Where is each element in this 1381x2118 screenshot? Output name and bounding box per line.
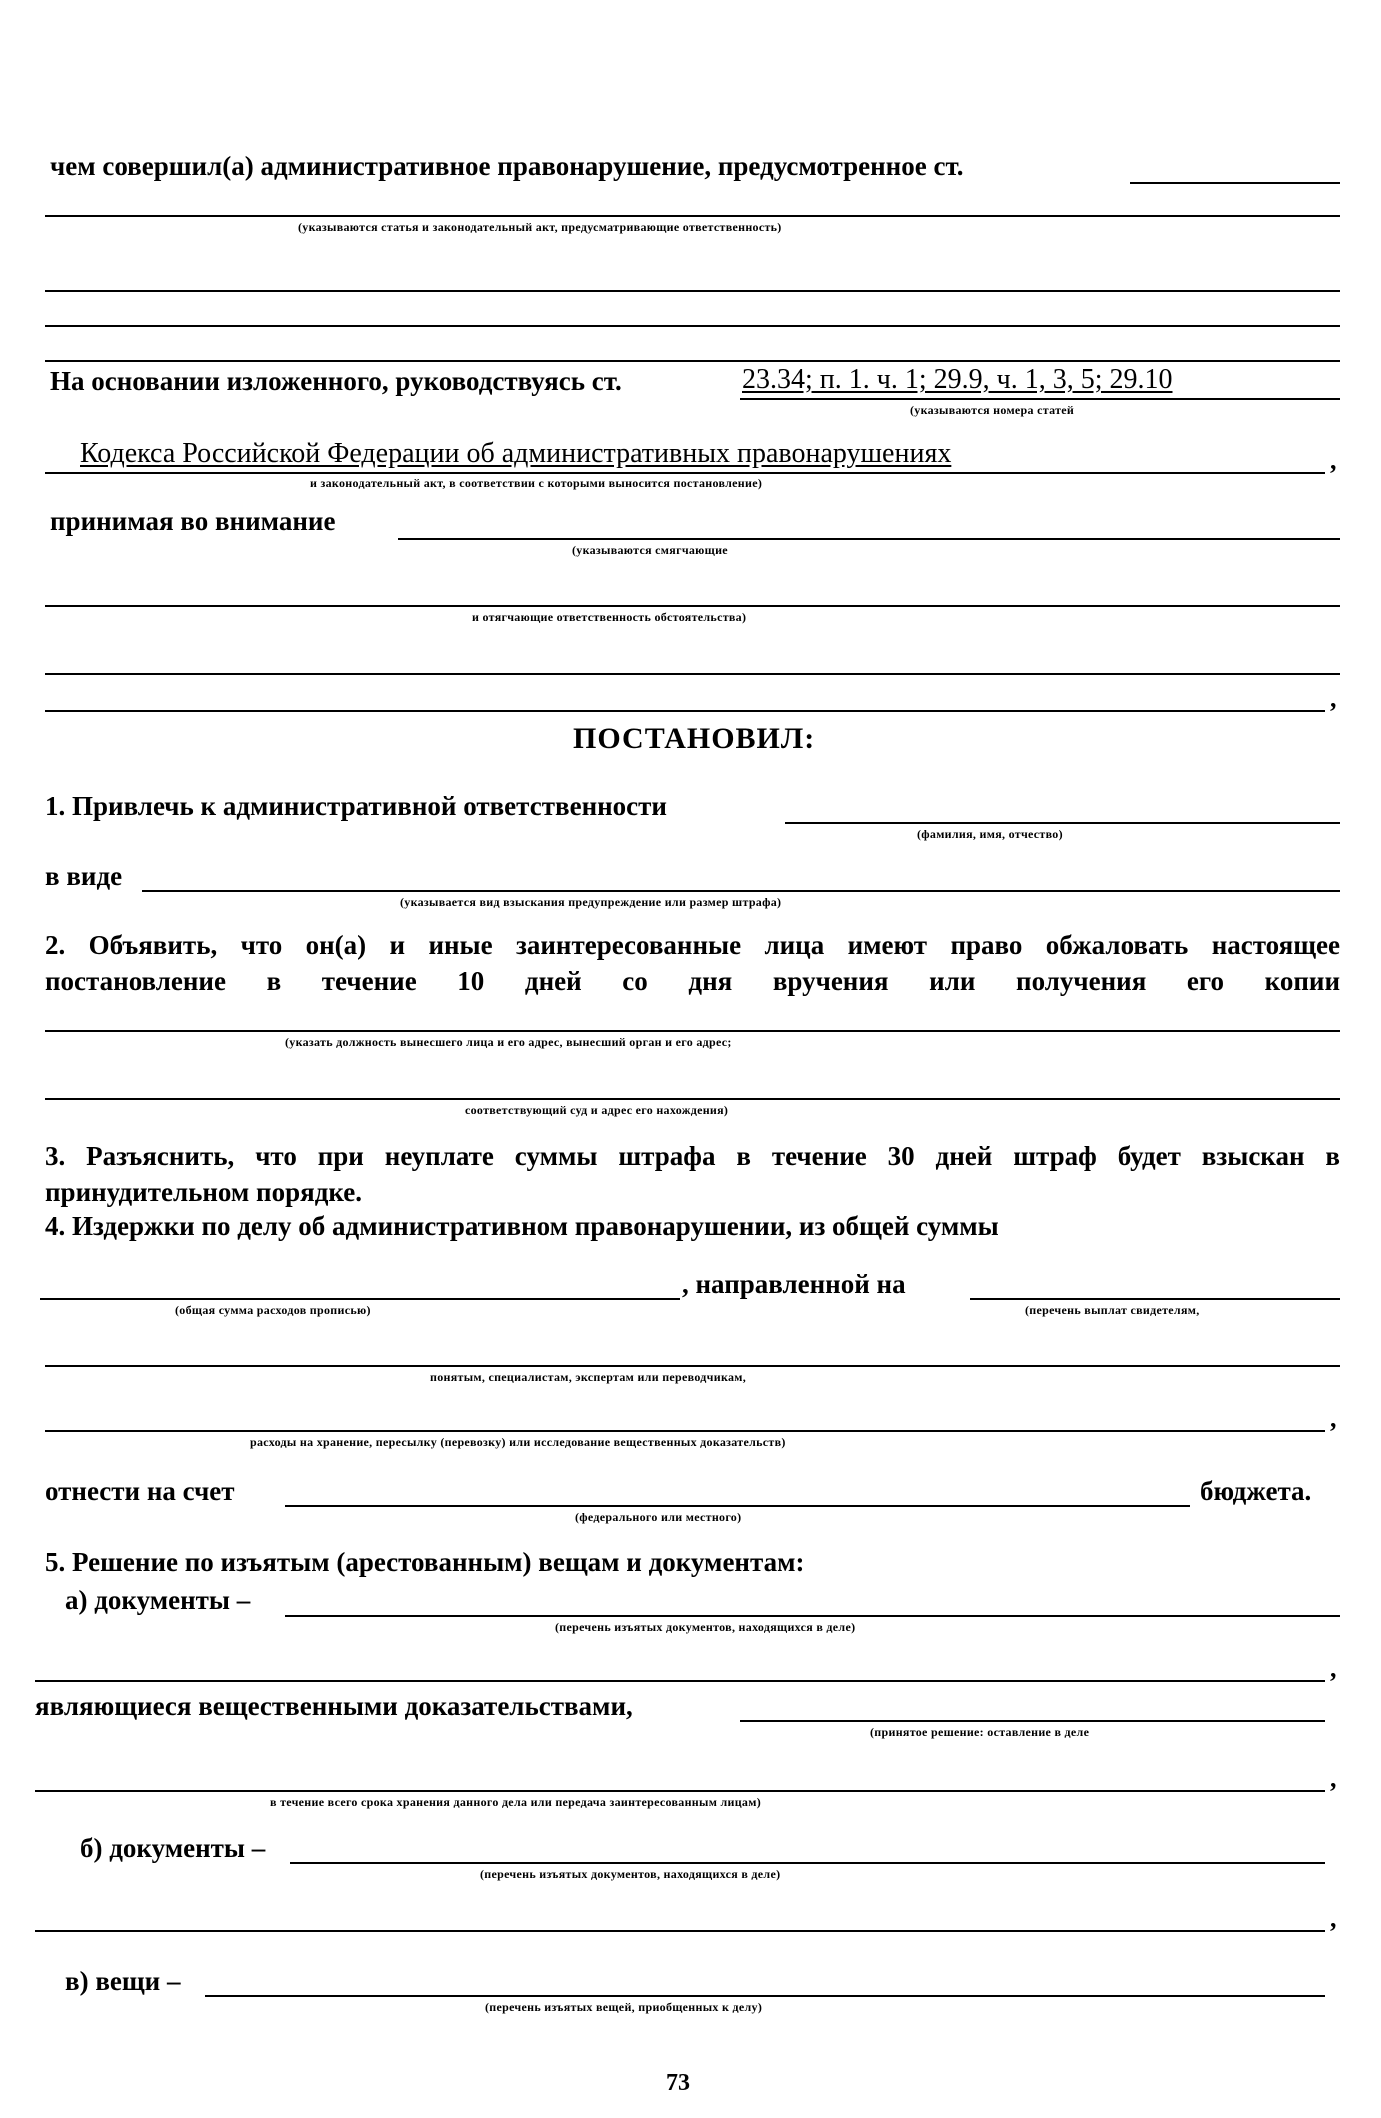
- articles-line[interactable]: [45, 215, 1340, 217]
- docs-b-line[interactable]: [290, 1862, 1325, 1864]
- caption-docs-b: (перечень изъятых документов, находящихся в деле): [480, 1867, 781, 1881]
- things-line[interactable]: [205, 1995, 1325, 1997]
- caption-budget: (федерального или местного): [575, 1510, 742, 1524]
- form-label: в виде: [45, 861, 123, 891]
- things-label: в) вещи –: [65, 1966, 181, 1996]
- considering-label: принимая во внимание: [50, 506, 336, 536]
- comma: ,: [1330, 684, 1337, 713]
- decided-title: ПОСТАНОВИЛ:: [573, 722, 816, 755]
- blank-line-4[interactable]: [45, 673, 1340, 675]
- caption-aggravating: и отягчающие ответственность обстоятельства): [472, 610, 747, 624]
- budget-line[interactable]: [285, 1505, 1190, 1507]
- item-3: 3. Разъяснить, что при неуплате суммы штрафа в течение 30 дней штраф будет взыскан в принудительном порядке.: [45, 1141, 1340, 1207]
- attribute-label: отнести на счет: [45, 1476, 235, 1506]
- basis-line[interactable]: [740, 398, 1340, 400]
- caption-official: (указать должность вынесшего лица и его адрес, вынесший орган и его адрес;: [285, 1035, 732, 1049]
- item-5: 5. Решение по изъятым (арестованным) вещам и документам:: [45, 1547, 805, 1577]
- comma: ,: [1330, 1764, 1337, 1793]
- caption-things: (перечень изъятых вещей, приобщенных к делу): [485, 2000, 763, 2014]
- directed-label: , направленной на: [682, 1269, 906, 1299]
- code-line[interactable]: [45, 472, 1325, 474]
- caption-keep-2: в течение всего срока хранения данного дела или передача заинтересованным лицам): [270, 1795, 761, 1809]
- item-1: 1. Привлечь к административной ответственности: [45, 791, 667, 821]
- evidence-label: являющиеся вещественными доказательствами,: [35, 1691, 633, 1721]
- official-line[interactable]: [45, 1030, 1340, 1032]
- considering-line[interactable]: [398, 538, 1340, 540]
- fio-line[interactable]: [785, 822, 1340, 824]
- caption-articles: (указываются статья и законодательный акт, предусматривающие ответственность): [298, 220, 782, 234]
- comma: ,: [1330, 1404, 1337, 1433]
- blank-line-2[interactable]: [45, 325, 1340, 327]
- storage-line[interactable]: [45, 1430, 1325, 1432]
- caption-penalty: (указывается вид взыскания предупреждение или размер штрафа): [400, 895, 782, 909]
- intro-line: чем совершил(а) административное правонарушение, предусмотренное ст.: [50, 151, 964, 181]
- caption-fio: (фамилия, имя, отчество): [917, 827, 1063, 841]
- item-4: 4. Издержки по делу об административном правонарушении, из общей суммы: [45, 1211, 999, 1241]
- court-line[interactable]: [45, 1098, 1340, 1100]
- comma: ,: [1330, 446, 1337, 475]
- caption-docs-a: (перечень изъятых документов, находящихся в деле): [555, 1620, 856, 1634]
- comma: ,: [1330, 1654, 1337, 1683]
- comma: ,: [1330, 1904, 1337, 1933]
- docs-b-label: б) документы –: [80, 1833, 266, 1863]
- blank-line-1[interactable]: [45, 290, 1340, 292]
- considering-line-2[interactable]: [45, 605, 1340, 607]
- blank-line-5[interactable]: [45, 710, 1325, 712]
- witness-line[interactable]: [45, 1365, 1340, 1367]
- decision-line-2[interactable]: [35, 1790, 1325, 1792]
- decision-line[interactable]: [740, 1720, 1325, 1722]
- caption-storage: расходы на хранение, пересылку (перевозку) или исследование вещественных доказательств): [250, 1435, 786, 1449]
- payment-line[interactable]: [970, 1298, 1340, 1300]
- docs-b-line-2[interactable]: [35, 1930, 1325, 1932]
- item-2: 2. Объявить, что он(а) и иные заинтересованные лица имеют право обжаловать настоящее постановление в течение 10 дней со дня вручения или получения его копии: [45, 930, 1340, 996]
- caption-mitigating: (указываются смягчающие: [572, 543, 728, 557]
- caption-witnesses: понятым, специалистам, экспертам или переводчикам,: [430, 1370, 747, 1384]
- page-number: 73: [666, 2070, 690, 2096]
- caption-total: (общая сумма расходов прописью): [175, 1303, 371, 1317]
- budget-label: бюджета.: [1200, 1476, 1312, 1506]
- total-line[interactable]: [40, 1298, 680, 1300]
- caption-law: и законодательный акт, в соответствии с которыми выносится постановление): [310, 476, 763, 490]
- caption-court: соответствующий суд и адрес его нахождения): [465, 1103, 729, 1117]
- caption-numbers: (указываются номера статей: [910, 403, 1075, 417]
- penalty-line[interactable]: [142, 890, 1340, 892]
- code-value[interactable]: Кодекса Российской Федерации об административных правонарушениях: [80, 438, 952, 469]
- docs-a-line[interactable]: [285, 1615, 1340, 1617]
- article-field[interactable]: [1130, 182, 1340, 184]
- caption-keep: (принятое решение: оставление в деле: [870, 1725, 1090, 1739]
- caption-payment: (перечень выплат свидетелям,: [1025, 1303, 1200, 1317]
- basis-label: На основании изложенного, руководствуясь ст.: [50, 366, 622, 396]
- blank-line-3[interactable]: [45, 360, 1340, 362]
- docs-a-line-2[interactable]: [35, 1680, 1325, 1682]
- docs-a-label: а) документы –: [65, 1585, 251, 1615]
- basis-value[interactable]: 23.34; п. 1. ч. 1; 29.9, ч. 1, 3, 5; 29.10: [742, 364, 1173, 395]
